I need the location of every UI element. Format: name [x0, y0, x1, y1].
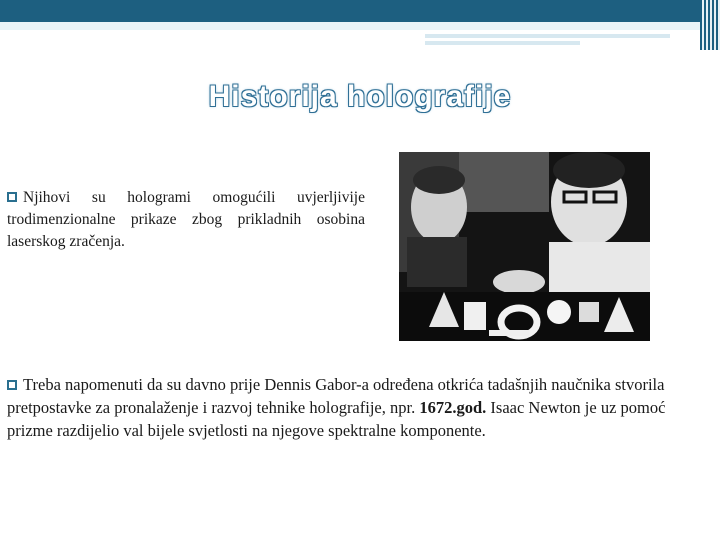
- header-bar: [0, 0, 700, 22]
- slide-title: Historija holografije: [208, 80, 512, 113]
- accent-line: [425, 34, 670, 38]
- header-light-strip: [0, 22, 700, 30]
- paragraph-2: [7, 373, 707, 442]
- paragraph-1: [7, 187, 365, 253]
- header-stripe-decoration: [700, 0, 720, 50]
- accent-line: [425, 41, 580, 45]
- paragraph-1-text: Njihovi su hologrami omogućili uvjerljivije trodimenzionalne prikaze zbog prikladnih osobina laserskog zračenja.: [7, 189, 365, 250]
- scientists-photo: [399, 152, 650, 341]
- paragraph-2-text-after: Isaac Newton je uz pomoć prizme razdijelio val bijele svjetlosti na njegove spektralne komponente.: [7, 398, 666, 440]
- checkbox-square-icon: [7, 192, 17, 202]
- paragraph-2-bold-year: 1672.god.: [419, 398, 487, 417]
- checkbox-square-icon: [7, 380, 17, 390]
- photo-illustration: [399, 152, 650, 341]
- paragraph-2-text-before: Treba napomenuti da su davno prije Dennis Gabor-a određena otkrića tadašnjih naučnika stvorila pretpostavke za pronalaženje i razvoj tehnike holografije, npr.: [7, 375, 665, 417]
